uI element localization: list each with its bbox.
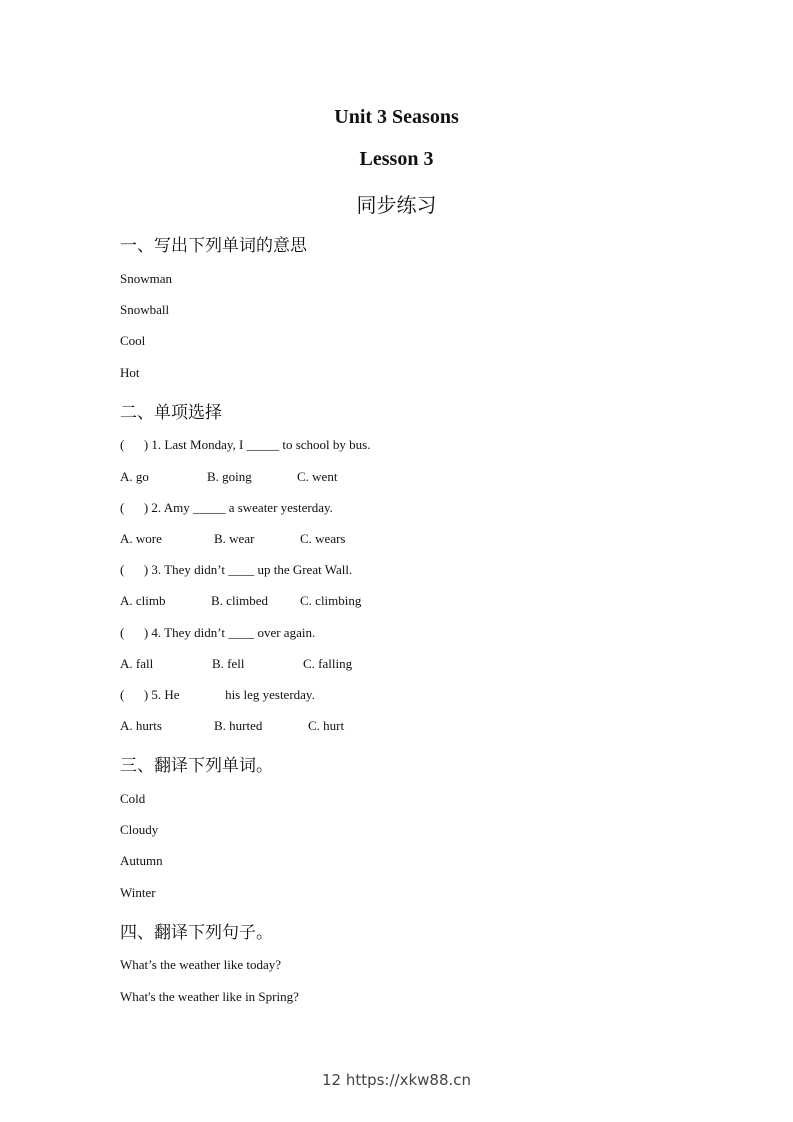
section-4-heading: 四、翻译下列句子。 [120, 923, 273, 943]
question-stem: ( ) 4. They didn’t ____ over again. [120, 625, 316, 640]
word-item: Cold [120, 791, 146, 806]
option-a: A. fall [120, 656, 154, 671]
question-stem: ( ) 1. Last Monday, I _____ to school by bus. [120, 437, 371, 452]
section-1-heading: 一、写出下列单词的意思 [120, 236, 307, 256]
section-3-heading: 三、翻译下列单词。 [120, 756, 273, 776]
question-stem: ( ) 5. He his leg yesterday. [120, 687, 315, 702]
option-b: B. wear [214, 531, 255, 546]
option-c: C. climbing [300, 593, 362, 608]
option-b: B. fell [212, 656, 245, 671]
option-b: B. going [207, 469, 252, 484]
question-stem: ( ) 2. Amy _____ a sweater yesterday. [120, 500, 333, 515]
option-a: A. climb [120, 593, 166, 608]
page-footer: 12 https://xkw88.cn [321, 1071, 472, 1089]
option-a: A. wore [120, 531, 162, 546]
word-item: Cool [120, 333, 146, 348]
word-item: Cloudy [120, 822, 159, 837]
lesson-title: Lesson 3 [359, 148, 434, 170]
option-a: A. go [120, 469, 149, 484]
option-c: C. wears [300, 531, 346, 546]
word-item: Snowman [120, 271, 172, 286]
word-item: Winter [120, 885, 156, 900]
option-c: C. went [297, 469, 338, 484]
option-b: B. climbed [211, 593, 269, 608]
word-item: Snowball [120, 302, 170, 317]
practice-subtitle: 同步练习 [356, 193, 437, 217]
question-stem: ( ) 3. They didn’t ____ up the Great Wall. [120, 562, 353, 577]
sentence-item: What's the weather like in Spring? [120, 989, 299, 1004]
option-c: C. falling [303, 656, 353, 671]
option-b: B. hurted [214, 718, 263, 733]
word-item: Autumn [120, 853, 163, 868]
option-c: C. hurt [308, 718, 345, 733]
sentence-item: What’s the weather like today? [120, 957, 281, 972]
word-item: Hot [120, 365, 140, 380]
document-title: Unit 3 Seasons [334, 106, 459, 128]
section-2-heading: 二、单项选择 [120, 403, 222, 423]
option-a: A. hurts [120, 718, 162, 733]
